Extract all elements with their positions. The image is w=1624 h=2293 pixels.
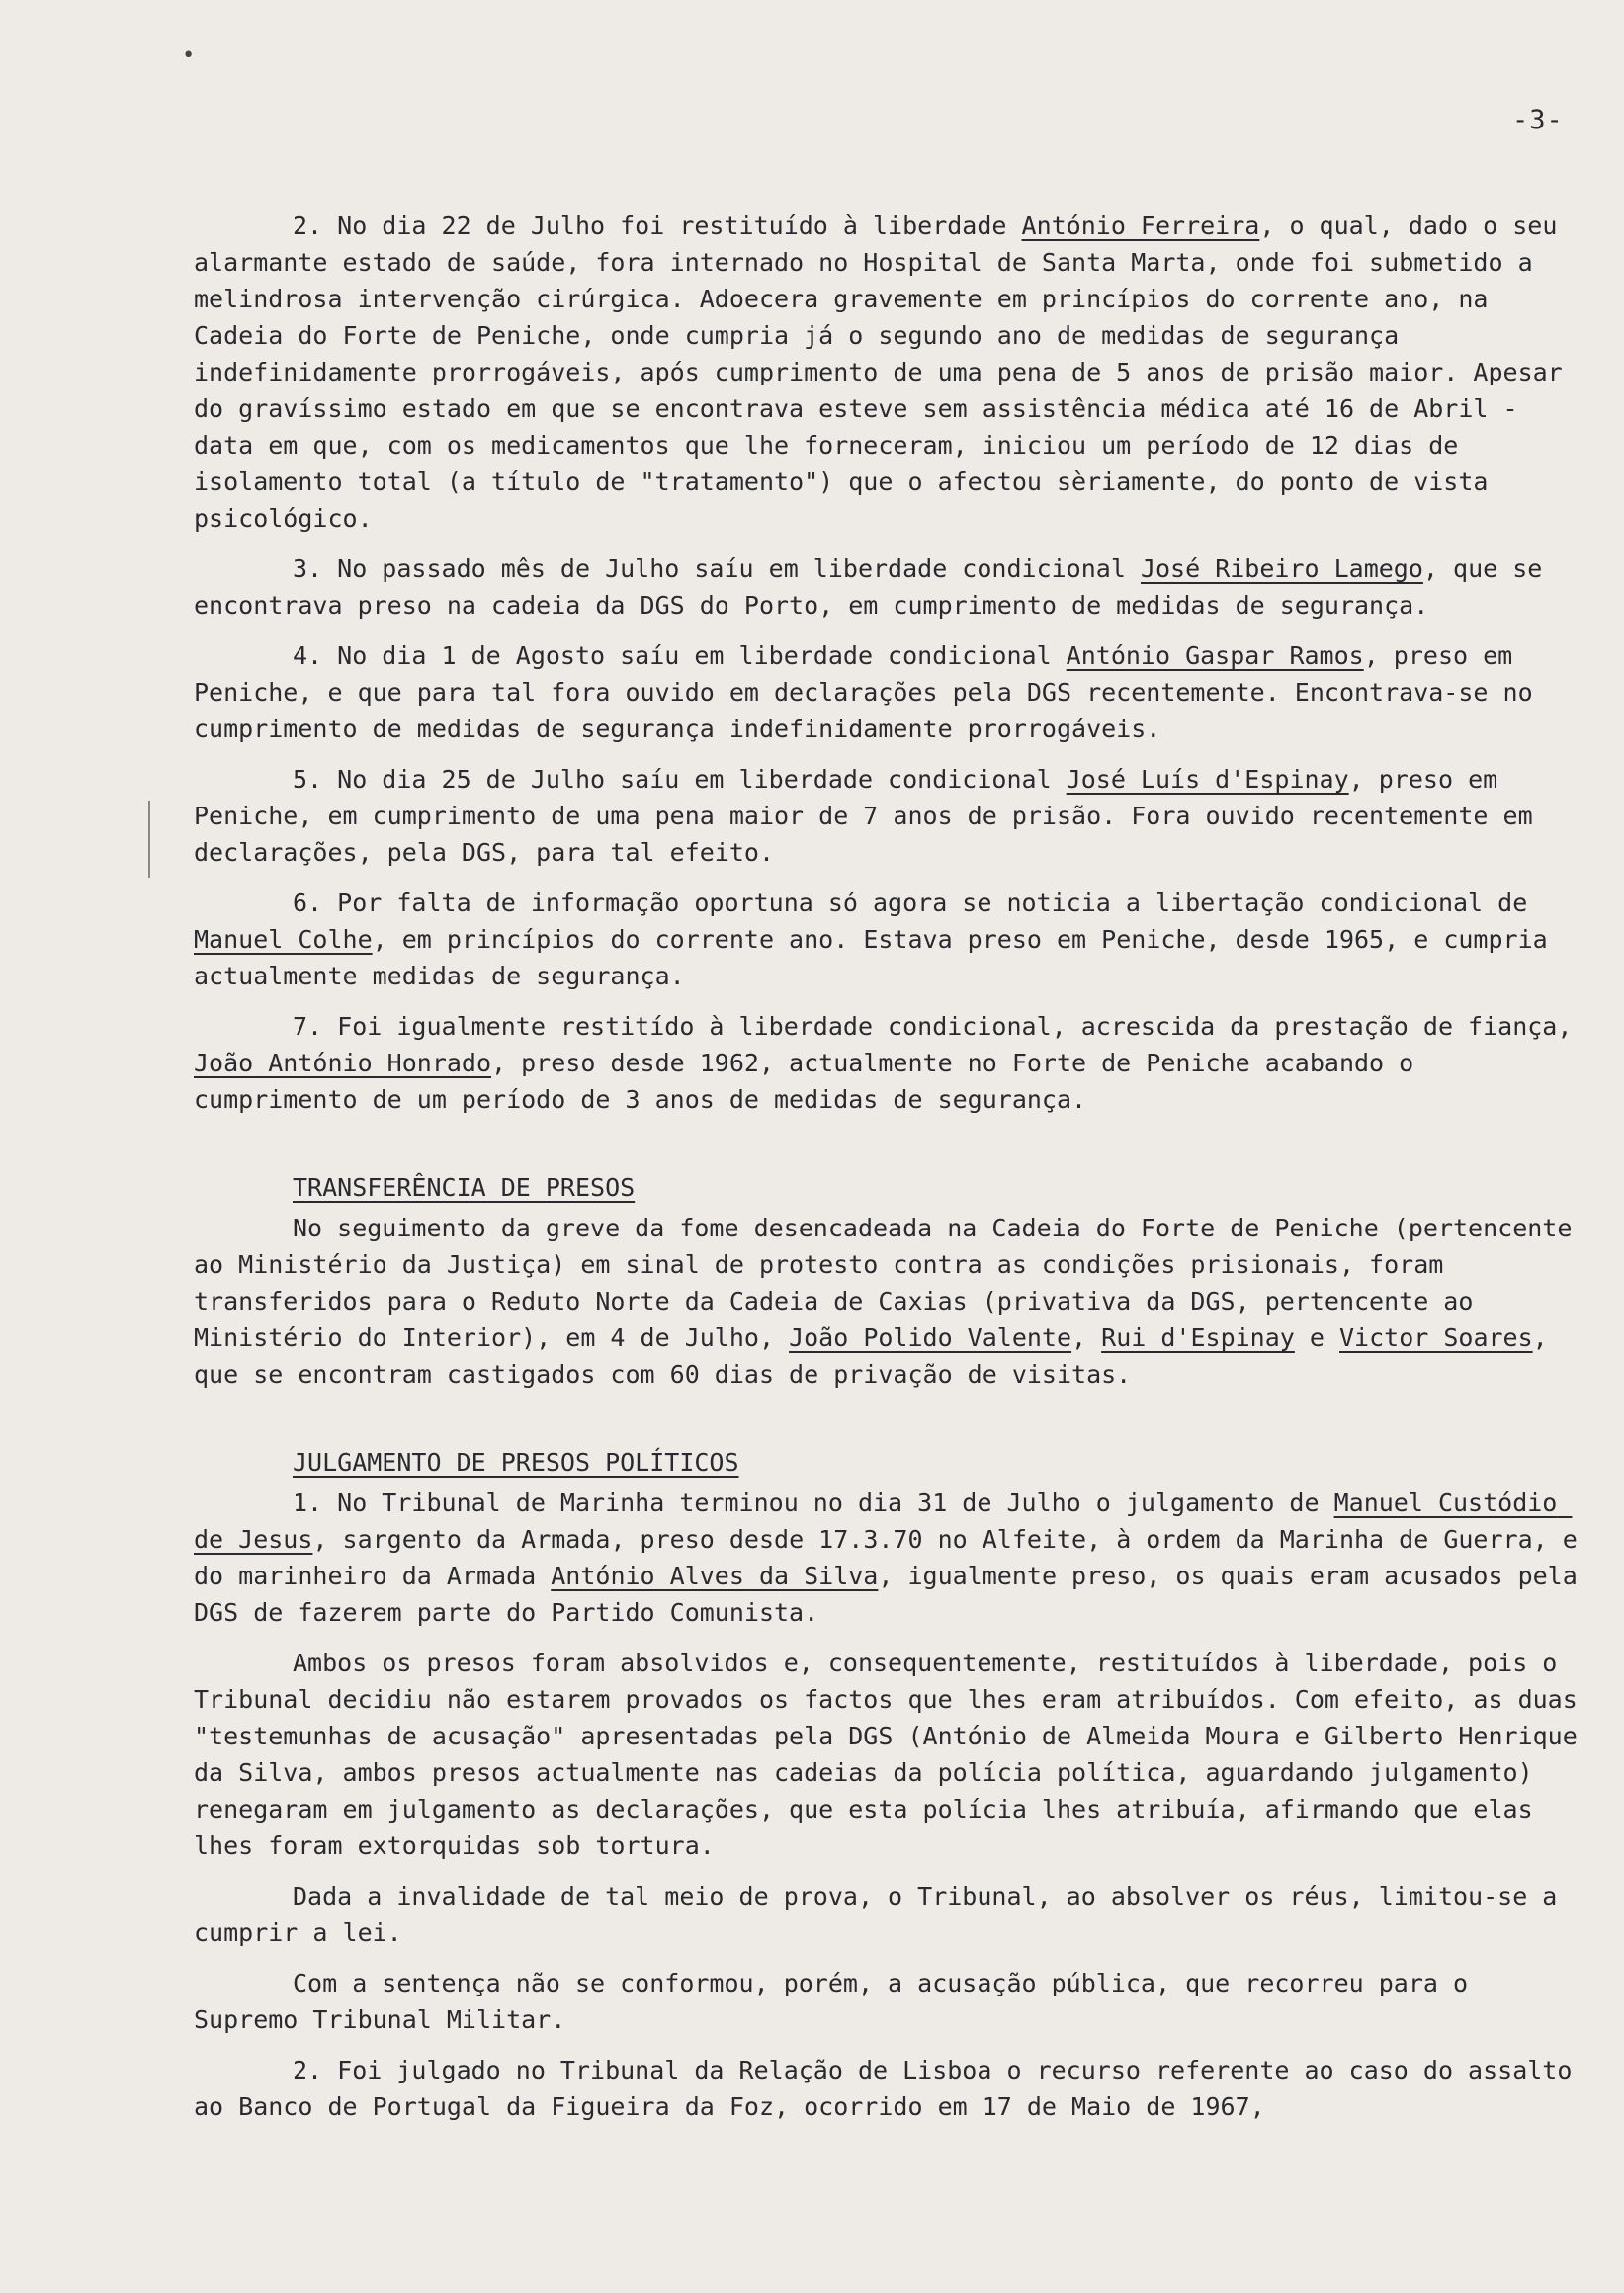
person-name: João António Honrado: [194, 1049, 492, 1077]
paragraph-release-2: [194, 208, 1578, 537]
paragraph-release-6: [194, 885, 1578, 994]
text: 1. No Tribunal de Marinha terminou no dia 31 de Julho o julgamento de: [293, 1488, 1334, 1517]
person-name: António Gaspar Ramos: [1066, 641, 1364, 670]
paragraph-release-7: [194, 1008, 1587, 1118]
text: No seguimento da greve da fome desencadeada na Cadeia do Forte de Peniche (pertencente ao Ministério da Justiça) em sinal de protesto contra as condições prisionais, foram transferidos para o Reduto Norte da Cadeia de Caxias (privativa da DGS, pertencente ao Ministério do Interior), em 4 de Julho,: [194, 1214, 1587, 1352]
paragraph-release-4: [194, 637, 1578, 747]
paragraph-trial-acquittal: Ambos os presos foram absolvidos e, consequentemente, restituídos à liberdade, pois o Tribunal decidiu não estarem provados os factos que lhes eram atribuídos. Com efeito, as duas "testemunhas de acusação" apresentadas pela DGS (António de Almeida Moura e Gilberto Henrique da Silva, ambos presos actualmente nas cadeias da polícia política, aguardando julgamento) renegaram em julgamento as declarações, que esta polícia lhes atribuía, afirmando que elas lhes foram extorquidas sob tortura.: [194, 1649, 1592, 1860]
paragraph-transfer: [194, 1210, 1587, 1393]
paragraph-trial-appeal: Com a sentença não se conformou, porém, a acusação pública, que recorreu para o Supremo Tribunal Militar.: [194, 1969, 1484, 2034]
text: 7. Foi igualmente restitído à liberdade condicional, acrescida da prestação de fiança,: [293, 1012, 1587, 1041]
person-name: António Alves da Silva: [551, 1562, 879, 1590]
person-name: João Polido Valente: [789, 1323, 1072, 1352]
text: , que se encontrava preso na cadeia da DGS do Porto, em cumprimento de medidas de segurança.: [194, 554, 1558, 620]
person-name: Manuel Colhe: [194, 925, 373, 954]
person-name: José Luís d'Espinay: [1066, 765, 1349, 794]
text: 6. Por falta de informação oportuna só agora se noticia a libertação condicional de: [293, 889, 1543, 917]
paragraph-trial-invalid-proof: Dada a invalidade de tal meio de prova, o Tribunal, ao absolver os réus, limitou-se a cumprir a lei.: [194, 1882, 1573, 1947]
text: 2. No dia 22 de Julho foi restituído à liberdade: [293, 212, 1022, 240]
paragraph-trial-2: 2. Foi julgado no Tribunal da Relação de Lisboa o recurso referente ao caso do assalto ao Banco de Portugal da Figueira da Foz, ocorrido em 17 de Maio de 1967,: [194, 2056, 1587, 2121]
section-heading-trials: JULGAMENTO DE PRESOS POLÍTICOS: [293, 1448, 739, 1477]
margin-pen-mark: [148, 801, 150, 878]
text: , que se encontram castigados com 60 dias de privação de visitas.: [194, 1323, 1563, 1389]
paragraph-release-3: [194, 551, 1578, 624]
margin-dot: •: [182, 43, 196, 68]
text: , igualmente preso, os quais eram acusados pela DGS de fazerem parte do Partido Comunista.: [194, 1562, 1592, 1627]
person-name: Manuel Custódio de Jesus: [194, 1488, 1573, 1554]
page-number: -3-: [1512, 105, 1564, 135]
person-name: Rui d'Espinay: [1101, 1323, 1295, 1352]
text: , preso desde 1962, actualmente no Forte de Peniche acabando o cumprimento de um período de 3 anos de medidas de segurança.: [194, 1049, 1429, 1114]
person-name: Victor Soares: [1338, 1323, 1533, 1352]
text: ,: [1071, 1323, 1102, 1352]
paragraph-release-5: [194, 761, 1578, 871]
person-name: José Ribeiro Lamego: [1140, 554, 1423, 583]
text: , sargento da Armada, preso desde 17.3.70 no Alfeite, à ordem da Marinha de Guerra, e do marinheiro da Armada: [194, 1525, 1592, 1590]
text: e: [1294, 1323, 1339, 1352]
text: 5. No dia 25 de Julho saíu em liberdade condicional: [293, 765, 1067, 794]
text: , preso em Peniche, em cumprimento de uma pena maior de 7 anos de prisão. Fora ouvido recentemente em declarações, pela DGS, para tal efeito.: [194, 765, 1548, 867]
person-name: António Ferreira: [1021, 212, 1260, 240]
document-body: [194, 208, 1592, 2139]
text: 4. No dia 1 de Agosto saíu em liberdade condicional: [293, 641, 1067, 670]
text: 3. No passado mês de Julho saíu em liberdade condicional: [293, 554, 1141, 583]
text: , em princípios do corrente ano. Estava preso em Peniche, desde 1965, e cumpria actualmente medidas de segurança.: [194, 925, 1563, 990]
text: , o qual, dado o seu alarmante estado de saúde, fora internado no Hospital de Santa Marta, onde foi submetido a melindrosa intervenção cirúrgica. Adoecera gravemente em princípios do corrente ano, na Cadeia do Forte de Peniche, onde cumpria já o segundo ano de medidas de segurança indefinidamente prorrogáveis, após cumprimento de uma pena de 5 anos de prisão maior. Apesar do gravíssimo estado em que se encontrava esteve sem assistência médica até 16 de Abril - data em que, com os medicamentos que lhe forneceram, iniciou um período de 12 dias de isolamento total (a título de "tratamento") que o afectou sèriamente, do ponto de vista psicológico.: [194, 212, 1578, 533]
section-heading-transfer: TRANSFERÊNCIA DE PRESOS: [293, 1173, 636, 1202]
text: , preso em Peniche, e que para tal fora ouvido em declarações pela DGS recentemente. Encontrava-se no cumprimento de medidas de segurança indefinidamente prorrogáveis.: [194, 641, 1548, 743]
paragraph-trial-1: [194, 1485, 1592, 1631]
